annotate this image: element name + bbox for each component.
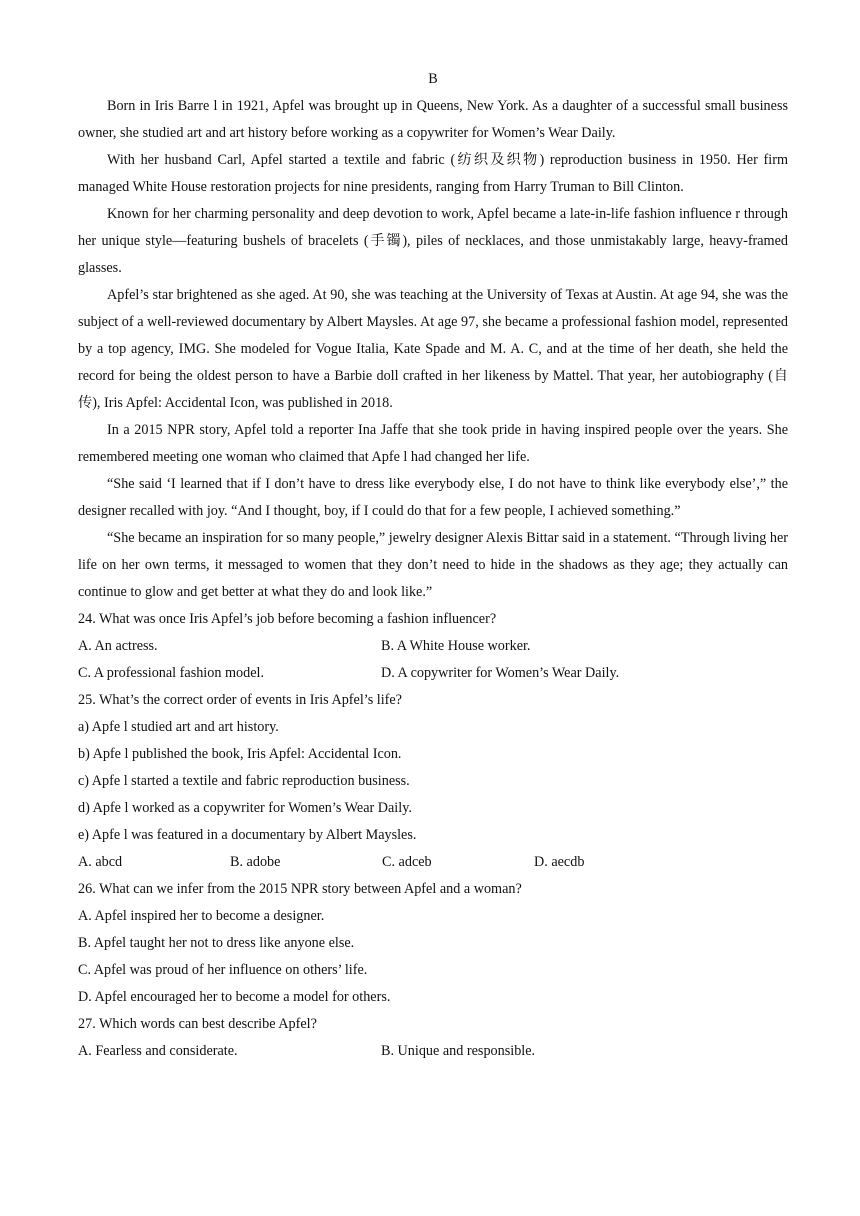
option-d: D. aecdb	[534, 854, 585, 870]
option-b: B. Apfel taught her not to dress like anyone else.	[78, 935, 355, 951]
section-label: B	[428, 71, 438, 87]
event-item: c) Apfe l started a textile and fabric reproduction business.	[78, 773, 410, 789]
option-c: C. Apfel was proud of her influence on others’ life.	[78, 962, 368, 978]
passage	[78, 93, 788, 606]
paragraph: Apfel’s star brightened as she aged. At 90, she was teaching at the University of Texas at Austin. At age 94, she was the subject of a well-reviewed documentary by Albert Maysles. At age 97, she became a professional fashion model, represented by a top agency, IMG. She modeled for Vogue Italia, Kate Spade and M. A. C, and at the time of her death, she held the record for being the oldest person to have a Barbie doll crafted in her likeness by Mattel. That year, her autobiography (自传), Iris Apfel: Accidental Icon, was published in 2018.	[78, 287, 788, 411]
option-b: B. Unique and responsible.	[381, 1043, 536, 1059]
option-d: D. Apfel encouraged her to become a model for others.	[78, 989, 391, 1005]
question-stem: 26. What can we infer from the 2015 NPR story between Apfel and a woman?	[78, 881, 522, 897]
event-item: a) Apfe l studied art and art history.	[78, 719, 279, 735]
paragraph: Born in Iris Barre l in 1921, Apfel was brought up in Queens, New York. As a daughter of a successful small business owner, she studied art and art history before working as a copywriter for Women’s Wear Daily.	[78, 98, 788, 141]
option-b: B. adobe	[230, 854, 281, 870]
option-a: A. Apfel inspired her to become a designer.	[78, 908, 325, 924]
option-c: C. A professional fashion model.	[78, 665, 264, 681]
question-stem: 24. What was once Iris Apfel’s job before becoming a fashion influencer?	[78, 611, 497, 627]
event-item: d) Apfe l worked as a copywriter for Women’s Wear Daily.	[78, 800, 412, 816]
event-item: e) Apfe l was featured in a documentary by Albert Maysles.	[78, 827, 417, 843]
paragraph: Known for her charming personality and deep devotion to work, Apfel became a late-in-life fashion influence r through her unique style—featuring bushels of bracelets (手镯), piles of necklaces, and those unmistakably large, heavy-framed glasses.	[78, 206, 788, 276]
option-a: A. An actress.	[78, 638, 158, 654]
question-27	[78, 1011, 788, 1065]
paragraph: “She said ‘I learned that if I don’t have to dress like everybody else, I do not have to think like everybody else’,” the designer recalled with joy. “And I thought, boy, if I could do that for a few people, I achieved something.”	[78, 476, 788, 519]
option-b: B. A White House worker.	[381, 638, 531, 654]
question-25	[78, 687, 788, 876]
paragraph: With her husband Carl, Apfel started a textile and fabric (纺织及织物) reproduction business in 1950. Her firm managed White House restoration projects for nine presidents, ranging from Harry Truman to Bill Clinton.	[78, 152, 788, 195]
option-a: A. Fearless and considerate.	[78, 1043, 238, 1059]
event-item: b) Apfe l published the book, Iris Apfel: Accidental Icon.	[78, 746, 402, 762]
paragraph: “She became an inspiration for so many people,” jewelry designer Alexis Bittar said in a statement. “Through living her life on her own terms, it messaged to women that they don’t need to hide in the shadows as they age; they actually can continue to glow and get better at what they do and look like.”	[78, 530, 788, 600]
option-c: C. adceb	[382, 854, 432, 870]
paragraph: In a 2015 NPR story, Apfel told a reporter Ina Jaffe that she took pride in having inspired people over the years. She remembered meeting one woman who claimed that Apfe l had changed her life.	[78, 422, 788, 465]
option-d: D. A copywriter for Women’s Wear Daily.	[381, 665, 620, 681]
question-stem: 25. What’s the correct order of events in Iris Apfel’s life?	[78, 692, 402, 708]
option-a: A. abcd	[78, 854, 123, 870]
question-stem: 27. Which words can best describe Apfel?	[78, 1016, 317, 1032]
question-26	[78, 876, 788, 1011]
exam-page	[78, 66, 788, 1065]
question-24	[78, 606, 788, 687]
